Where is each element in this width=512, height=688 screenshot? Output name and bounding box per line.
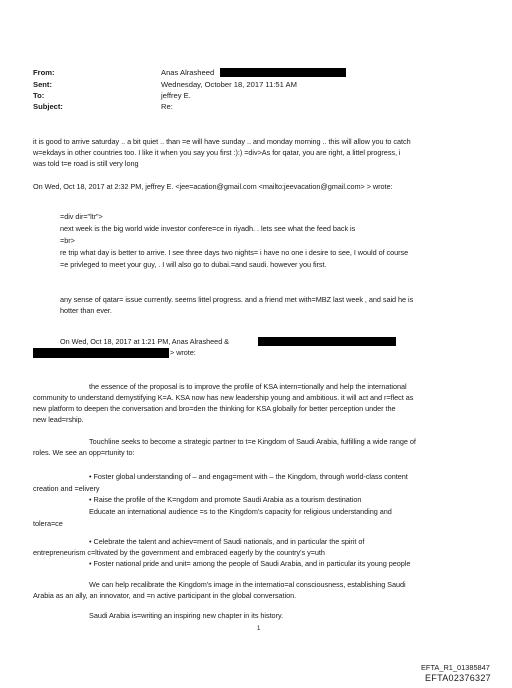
proposal-line: new lead=rship. xyxy=(33,415,84,424)
redaction-bar xyxy=(220,68,346,77)
from-value: Anas Alrasheed xyxy=(161,68,215,77)
bates-number: EFTA_R1_01385847 xyxy=(421,663,490,672)
quote-line: =br> xyxy=(60,236,75,245)
bullet-line: creation and =elivery xyxy=(33,484,100,493)
touchline-line: Touchline seeks to become a strategic partner to t=e Kingdom of Saudi Arabia, fulfilling a wide range of xyxy=(89,437,416,446)
bullet-line: entrepreneurism c=ltivated by the government and embraced eagerly by the country's y=uth xyxy=(33,548,325,557)
quote-header: On Wed, Oct 18, 2017 at 2:32 PM, jeffrey E. <jee=acation@gmail.com <mailto:jeevacation@gmail.com> > wrote: xyxy=(33,182,393,191)
to-value: jeffrey E. xyxy=(161,91,191,100)
bullet-line: Educate an international audience =s to the Kingdom's capacity for religious understanding and xyxy=(89,507,392,516)
quote-line: any sense of qatar= issue currently. seems littel progress. and a friend met with=MBZ last week , and said he is xyxy=(60,295,414,304)
reply-line: it is good to arrive saturday .. a bit quiet .. than =e will have sunday .. and monday morning .. this will allow you to catch xyxy=(33,137,411,146)
redaction-bar xyxy=(258,337,396,346)
reply-line: w=ekdays in other countries too. I like it when you say you first :):) =div>As for qatar, you are right, a littel progress, i xyxy=(33,148,401,157)
bullet-line: • Foster national pride and unit= among the people of Saudi Arabia, and in particular its young people xyxy=(89,559,411,568)
redaction-bar xyxy=(33,348,169,358)
quote-line: next week is the big world wide investor confere=ce in riyadh. . lets see what the feed back is xyxy=(60,224,356,233)
quote-header: On Wed, Oct 18, 2017 at 1:21 PM, Anas Alrasheed & xyxy=(60,337,229,346)
proposal-line: new platform to deepen the conversation and bro=den the thinking for KSA globally for better perception under the xyxy=(33,404,396,413)
subject-value: Re: xyxy=(161,102,173,111)
touchline-line: roles. We see an opp=rtunity to: xyxy=(33,448,135,457)
quote-line: hotter than ever. xyxy=(60,306,112,315)
quote-line: re trip what day is better to arrive. I see three days two nights= i have no one i desire to see, I would of course xyxy=(60,248,409,257)
bullet-line: tolera=ce xyxy=(33,519,63,528)
recalibrate-line: We can help recalibrate the Kingdom's image in the internatio=al consciousness, establishing Saudi xyxy=(89,580,406,589)
sent-value: Wednesday, October 18, 2017 11:51 AM xyxy=(161,80,297,89)
bates-number: EFTA02376327 xyxy=(425,673,491,683)
page-number: 1 xyxy=(257,626,261,632)
closing-line: Saudi Arabia is=writing an inspiring new chapter in its history. xyxy=(89,611,283,620)
subject-label: Subject: xyxy=(33,102,63,111)
bullet-line: • Foster global understanding of – and engag=ment with – the Kingdom, through world-class content xyxy=(89,472,408,481)
to-label: To: xyxy=(33,91,45,100)
sent-label: Sent: xyxy=(33,80,52,89)
quote-header: > wrote: xyxy=(170,348,196,357)
proposal-line: the essence of the proposal is to improve the profile of KSA intern=tionally and help the international xyxy=(89,382,407,391)
recalibrate-line: Arabia as an ally, an innovator, and =n active participant in the global conversation. xyxy=(33,591,297,600)
from-label: From: xyxy=(33,68,55,77)
quote-line: =e privleged to meet your guy, . I will also go to dubai.=and saudi. however you first. xyxy=(60,260,327,269)
reply-line: was told t=e road is still very long xyxy=(33,159,139,168)
proposal-line: community to understand demystifying K=A. KSA now has new leadership young and ambitious. it will act and r=flect as xyxy=(33,393,414,402)
quote-line: =div dir="ltr"> xyxy=(60,212,103,221)
bullet-line: • Celebrate the talent and achiev=ment of Saudi nationals, and in particular the spirit of xyxy=(89,537,365,546)
bullet-line: • Raise the profile of the K=ngdom and promote Saudi Arabia as a tourism destination xyxy=(89,495,362,504)
